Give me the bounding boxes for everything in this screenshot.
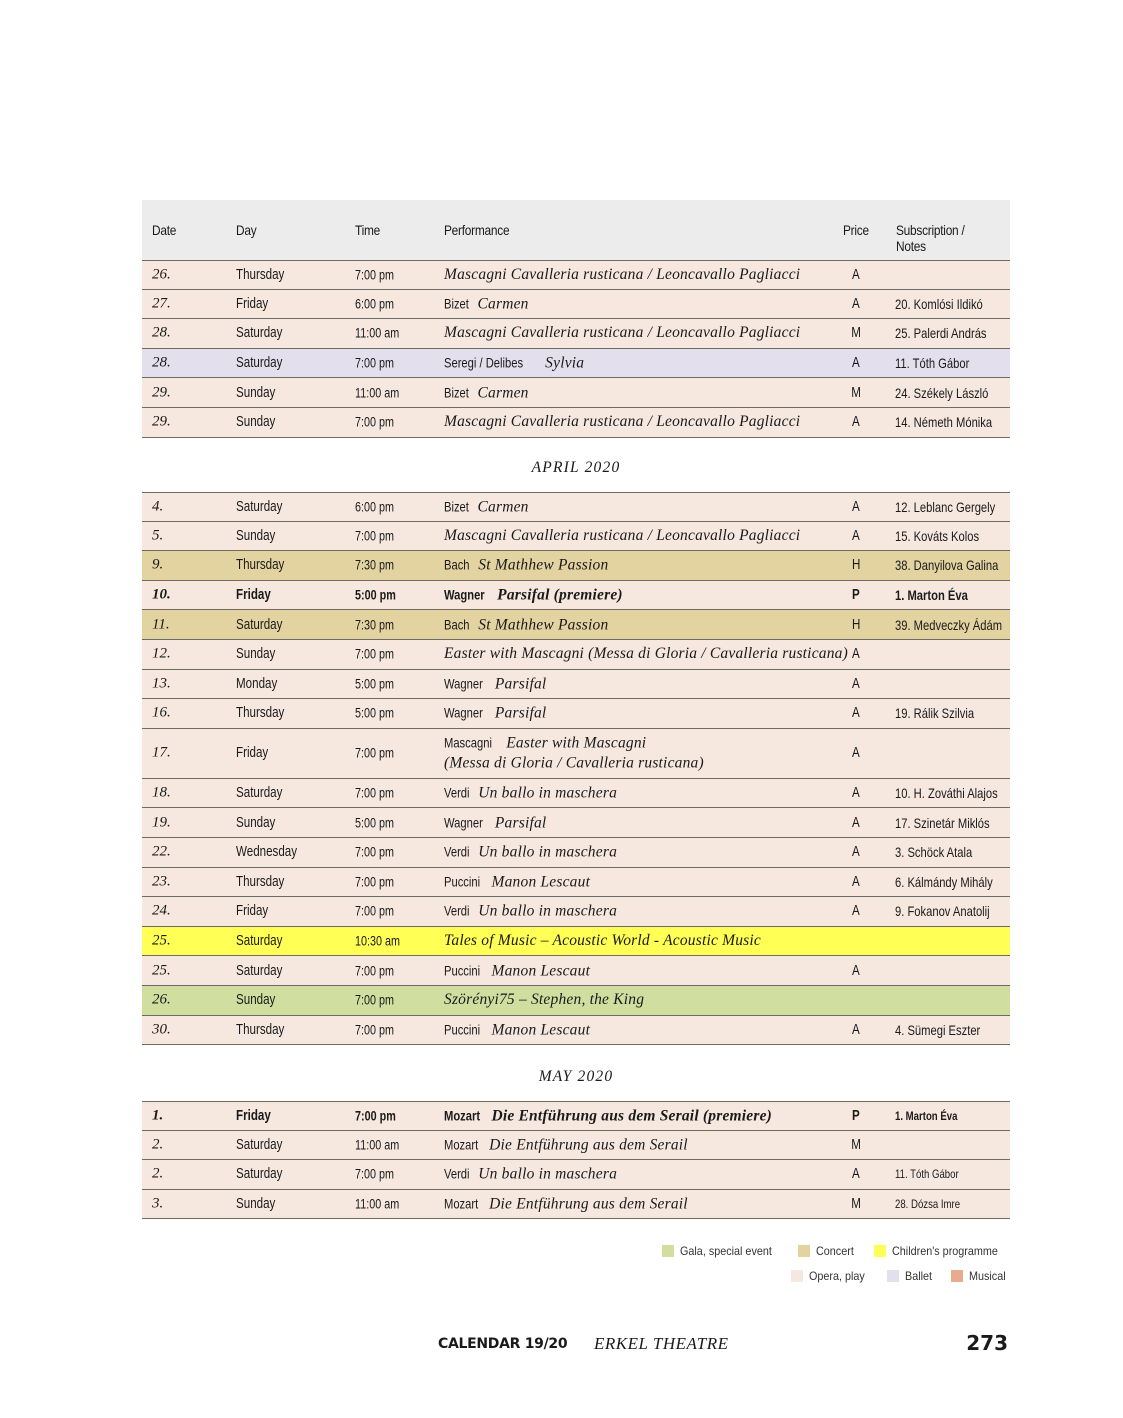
- schedule-table-april: [142, 492, 1010, 1045]
- cell-notes: 25. Palerdi András: [895, 325, 987, 342]
- cell-day: Saturday: [236, 325, 283, 342]
- cell-date: 10.: [152, 586, 171, 603]
- composer: Verdi: [444, 784, 470, 801]
- cell-time: 11:00 am: [355, 325, 400, 341]
- cell-performance: [444, 733, 704, 774]
- cell-day: Saturday: [236, 355, 283, 372]
- cell-performance: [444, 842, 617, 863]
- composer: Bach: [444, 556, 470, 573]
- table-row: [142, 581, 1010, 611]
- cell-performance: [444, 353, 584, 374]
- work-title: St Mathhew Passion: [478, 556, 609, 574]
- cell-price: A: [852, 1166, 860, 1183]
- composer: Bizet: [444, 295, 469, 312]
- composer: Mozart: [444, 1195, 479, 1212]
- legend-item-gala: Gala, special event: [662, 1244, 782, 1258]
- cell-date: 29.: [152, 413, 171, 430]
- table-row: [142, 640, 1010, 670]
- cell-day: Sunday: [236, 527, 276, 544]
- cell-notes: 11. Tóth Gábor: [895, 1167, 959, 1182]
- cell-performance: [444, 1019, 590, 1040]
- work-title: Easter with Mascagni (Messa di Gloria / Cavalleria rusticana): [444, 645, 848, 663]
- cell-price: A: [852, 745, 860, 762]
- table-row: [142, 290, 1010, 320]
- table-row: [142, 699, 1010, 729]
- cell-day: Monday: [236, 675, 278, 692]
- cell-time: 7:30 pm: [355, 617, 395, 633]
- header-price: Price: [843, 222, 869, 238]
- cell-day: Sunday: [236, 1196, 276, 1213]
- cell-date: 2.: [152, 1136, 164, 1153]
- cell-notes: 28. Dózsa Imre: [895, 1197, 961, 1212]
- cell-time: 7:00 pm: [355, 785, 395, 801]
- work-title: Die Entführung aus dem Serail (premiere): [491, 1107, 773, 1125]
- composer: Seregi / Delibes: [444, 354, 524, 371]
- cell-time: 10:30 am: [355, 933, 401, 949]
- cell-price: A: [852, 1021, 860, 1038]
- cell-date: 29.: [152, 384, 171, 401]
- cell-time: 7:00 pm: [355, 267, 395, 283]
- cell-performance: [444, 1194, 688, 1215]
- cell-performance: [444, 555, 608, 576]
- cell-notes: 15. Kováts Kolos: [895, 527, 980, 544]
- work-title: Carmen: [477, 295, 529, 313]
- cell-date: 12.: [152, 645, 171, 662]
- cell-performance: [444, 812, 546, 833]
- cell-time: 7:00 pm: [355, 646, 395, 662]
- work-title: Un ballo in maschera: [478, 1165, 618, 1183]
- cell-day: Sunday: [236, 992, 276, 1009]
- composer: Verdi: [444, 1165, 470, 1182]
- composer: Wagner: [444, 675, 483, 692]
- table-row: [142, 522, 1010, 552]
- composer: Bizet: [444, 498, 469, 515]
- cell-price: A: [852, 498, 860, 515]
- cell-notes: 1. Marton Éva: [895, 587, 968, 604]
- cell-date: 5.: [152, 527, 164, 544]
- table-row: [142, 986, 1010, 1016]
- cell-performance: [444, 703, 546, 724]
- work-title: Mascagni Cavalleria rusticana / Leoncavallo Pagliacci: [444, 526, 801, 544]
- cell-time: 7:00 pm: [355, 414, 395, 430]
- cell-price: A: [852, 414, 860, 431]
- cell-performance: [444, 526, 800, 546]
- table-row: [142, 260, 1010, 290]
- cell-day: Saturday: [236, 498, 283, 515]
- cell-performance: [444, 931, 761, 951]
- cell-date: 26.: [152, 266, 171, 283]
- cell-notes: 14. Németh Mónika: [895, 414, 993, 431]
- header-time: Time: [355, 222, 380, 238]
- cell-time: 7:00 pm: [355, 874, 395, 890]
- cell-price: A: [852, 814, 860, 831]
- cell-day: Thursday: [236, 557, 285, 574]
- table-row: [142, 838, 1010, 868]
- composer: Mascagni: [444, 734, 492, 751]
- cell-price: M: [851, 325, 861, 342]
- cell-performance: [444, 265, 800, 285]
- month-heading-april: APRIL 2020: [531, 459, 621, 476]
- cell-performance: [444, 673, 546, 694]
- cell-notes: 9. Fokanov Anatolij: [895, 903, 990, 920]
- composer: Puccini: [444, 873, 481, 890]
- cell-time: 7:00 pm: [355, 992, 395, 1008]
- cell-date: 17.: [152, 744, 171, 761]
- cell-time: 7:00 pm: [355, 1108, 396, 1124]
- footer-theatre-name: ERKEL THEATRE: [594, 1334, 729, 1353]
- legend-swatch: [887, 1270, 899, 1282]
- cell-price: A: [852, 266, 860, 283]
- cell-day: Saturday: [236, 616, 283, 633]
- cell-performance: [444, 412, 800, 432]
- cell-price: A: [852, 903, 860, 920]
- composer: Verdi: [444, 902, 470, 919]
- cell-date: 16.: [152, 704, 171, 721]
- cell-performance: [444, 783, 617, 804]
- cell-date: 13.: [152, 675, 171, 692]
- cell-date: 30.: [152, 1021, 171, 1038]
- cell-time: 7:00 pm: [355, 528, 395, 544]
- cell-day: Friday: [236, 1107, 271, 1124]
- composer: Mozart: [444, 1136, 479, 1153]
- table-row: [142, 492, 1010, 522]
- header-performance: Performance: [444, 222, 510, 238]
- work-title: St Mathhew Passion: [478, 616, 609, 634]
- table-row: [142, 956, 1010, 986]
- table-row: [142, 408, 1010, 438]
- work-title: Parsifal (premiere): [497, 586, 623, 604]
- cell-performance: [444, 990, 644, 1010]
- cell-price: M: [851, 384, 861, 401]
- cell-price: A: [852, 527, 860, 544]
- legend-item-musical: Musical: [951, 1269, 1010, 1283]
- cell-performance: [444, 496, 529, 517]
- work-title: Manon Lescaut: [491, 1021, 591, 1039]
- work-title: Easter with Mascagni: [506, 734, 647, 752]
- cell-performance: [444, 293, 529, 314]
- cell-day: Saturday: [236, 1166, 283, 1183]
- work-title: Die Entführung aus dem Serail: [489, 1195, 688, 1213]
- cell-date: 2.: [152, 1165, 164, 1182]
- cell-date: 9.: [152, 556, 164, 573]
- cell-date: 28.: [152, 354, 171, 371]
- table-row: [142, 670, 1010, 700]
- work-title: Mascagni Cavalleria rusticana / Leoncavallo Pagliacci: [444, 265, 801, 283]
- cell-price: A: [852, 705, 860, 722]
- table-row: [142, 319, 1010, 349]
- cell-day: Thursday: [236, 873, 285, 890]
- table-row: [142, 349, 1010, 379]
- work-title: Carmen: [477, 498, 529, 516]
- legend-swatch: [791, 1270, 803, 1282]
- composer: Mozart: [444, 1107, 481, 1124]
- work-title: Un ballo in maschera: [478, 784, 618, 802]
- schedule-table-may: [142, 1101, 1010, 1219]
- cell-performance: [444, 644, 848, 664]
- cell-day: Wednesday: [236, 844, 298, 861]
- cell-price: [848, 933, 864, 949]
- table-row: [142, 1190, 1010, 1220]
- legend-swatch: [798, 1245, 810, 1257]
- table-row: [142, 551, 1010, 581]
- cell-notes: 6. Kálmándy Mihály: [895, 873, 993, 890]
- legend-item-ballet: Ballet: [887, 1269, 935, 1283]
- cell-price: A: [852, 844, 860, 861]
- table-header: [142, 200, 1010, 260]
- cell-price: A: [852, 785, 860, 802]
- work-title: Un ballo in maschera: [478, 902, 618, 920]
- cell-notes: 24. Székely László: [895, 384, 989, 401]
- work-title-line2: (Messa di Gloria / Cavalleria rusticana): [444, 754, 704, 772]
- cell-notes: 4. Sümegi Eszter: [895, 1021, 981, 1038]
- legend-swatch: [874, 1245, 886, 1257]
- cell-performance: [444, 960, 590, 981]
- header-day: Day: [236, 222, 257, 238]
- cell-performance: [444, 871, 590, 892]
- cell-price: A: [852, 675, 860, 692]
- cell-price: M: [851, 1196, 861, 1213]
- cell-price: H: [851, 616, 861, 633]
- cell-notes: 11. Tóth Gábor: [895, 355, 970, 372]
- cell-performance: [444, 1105, 772, 1126]
- cell-price: M: [851, 1136, 861, 1153]
- table-row: [142, 1101, 1010, 1131]
- work-title: Sylvia: [545, 354, 585, 372]
- legend-swatch: [662, 1245, 674, 1257]
- cell-price: A: [852, 962, 860, 979]
- cell-day: Friday: [236, 745, 269, 762]
- cell-notes: 39. Medveczky Ádám: [895, 616, 1003, 633]
- cell-date: 25.: [152, 932, 171, 949]
- cell-day: Thursday: [236, 1021, 285, 1038]
- legend-item-opera: Opera, play: [791, 1269, 871, 1283]
- work-title: Tales of Music – Acoustic World - Acoustic Music: [444, 932, 762, 950]
- table-row: [142, 927, 1010, 957]
- table-row: [142, 868, 1010, 898]
- legend-item-children: Children's programme: [874, 1244, 1010, 1258]
- table-row: [142, 378, 1010, 408]
- table-row: [142, 1160, 1010, 1190]
- cell-time: 6:00 pm: [355, 499, 395, 515]
- legend-swatch: [951, 1270, 963, 1282]
- composer: Puccini: [444, 1021, 481, 1038]
- legend-row-2: [775, 1269, 1010, 1283]
- cell-time: 7:00 pm: [355, 844, 395, 860]
- cell-time: 11:00 am: [355, 385, 400, 401]
- work-title: Un ballo in maschera: [478, 843, 618, 861]
- cell-day: Friday: [236, 903, 269, 920]
- cell-time: 7:00 pm: [355, 963, 395, 979]
- cell-price: A: [852, 355, 860, 372]
- cell-notes: 3. Schöck Atala: [895, 844, 973, 861]
- cell-day: Sunday: [236, 814, 276, 831]
- cell-notes: 19. Rálik Szilvia: [895, 705, 975, 722]
- cell-time: 6:00 pm: [355, 296, 395, 312]
- work-title: Parsifal: [494, 704, 547, 722]
- cell-time: 7:00 pm: [355, 745, 395, 761]
- cell-time: 7:30 pm: [355, 557, 395, 573]
- work-title: Mascagni Cavalleria rusticana / Leoncavallo Pagliacci: [444, 324, 801, 342]
- cell-time: 7:00 pm: [355, 355, 395, 371]
- cell-date: 24.: [152, 902, 171, 919]
- cell-notes: 1. Marton Éva: [895, 1108, 958, 1123]
- work-title: Manon Lescaut: [491, 873, 591, 891]
- cell-performance: [444, 1164, 617, 1185]
- cell-date: 19.: [152, 814, 171, 831]
- cell-performance: [444, 585, 623, 606]
- composer: Bach: [444, 616, 470, 633]
- table-row: [142, 1016, 1010, 1046]
- cell-time: 5:00 pm: [355, 815, 395, 831]
- legend-row-1: [646, 1244, 1010, 1258]
- page-number: 273: [966, 1331, 1008, 1355]
- cell-notes: 17. Szinetár Miklós: [895, 814, 990, 831]
- cell-price: H: [851, 557, 861, 574]
- cell-date: 18.: [152, 784, 171, 801]
- work-title: Manon Lescaut: [491, 962, 591, 980]
- cell-price: P: [852, 587, 860, 604]
- cell-day: Sunday: [236, 384, 276, 401]
- cell-date: 1.: [152, 1107, 164, 1124]
- work-title: Carmen: [477, 384, 529, 402]
- cell-time: 11:00 am: [355, 1196, 400, 1212]
- legend-item-concert: Concert: [798, 1244, 858, 1258]
- table-row: [142, 808, 1010, 838]
- work-title: Parsifal: [494, 675, 547, 693]
- cell-day: Thursday: [236, 705, 285, 722]
- cell-date: 27.: [152, 295, 171, 312]
- composer: Wagner: [444, 704, 483, 721]
- footer-calendar-label: CALENDAR 19/20: [438, 1336, 568, 1352]
- work-title: Szörényi75 – Stephen, the King: [444, 991, 645, 1009]
- table-row: [142, 779, 1010, 809]
- cell-day: Friday: [236, 295, 269, 312]
- header-notes: Subscription / Notes: [896, 222, 965, 254]
- cell-time: 11:00 am: [355, 1137, 400, 1153]
- cell-day: Friday: [236, 587, 271, 604]
- cell-price: P: [852, 1107, 860, 1124]
- cell-time: 7:00 pm: [355, 903, 395, 919]
- cell-date: 11.: [152, 616, 170, 633]
- cell-performance: [444, 614, 608, 635]
- cell-day: Saturday: [236, 933, 283, 950]
- cell-day: Sunday: [236, 414, 276, 431]
- work-title: Mascagni Cavalleria rusticana / Leoncavallo Pagliacci: [444, 413, 801, 431]
- cell-day: Sunday: [236, 646, 276, 663]
- table-row: [142, 729, 1010, 779]
- cell-day: Thursday: [236, 266, 285, 283]
- schedule-table-march: [142, 260, 1010, 438]
- cell-date: 4.: [152, 498, 164, 515]
- cell-time: 5:00 pm: [355, 587, 396, 603]
- composer: Wagner: [444, 814, 483, 831]
- cell-performance: [444, 901, 617, 922]
- cell-notes: 12. Leblanc Gergely: [895, 498, 996, 515]
- cell-date: 25.: [152, 962, 171, 979]
- cell-date: 3.: [152, 1195, 164, 1212]
- table-row: [142, 610, 1010, 640]
- header-date: Date: [152, 222, 177, 238]
- cell-date: 22.: [152, 843, 171, 860]
- cell-notes: 38. Danyilova Galina: [895, 557, 999, 574]
- cell-time: 5:00 pm: [355, 676, 395, 692]
- cell-date: 26.: [152, 991, 171, 1008]
- cell-price: [848, 992, 864, 1008]
- cell-date: 28.: [152, 324, 171, 341]
- cell-time: 5:00 pm: [355, 705, 395, 721]
- cell-day: Saturday: [236, 962, 283, 979]
- cell-performance: [444, 1134, 688, 1155]
- table-row: [142, 897, 1010, 927]
- composer: Wagner: [444, 586, 485, 603]
- table-row: [142, 1131, 1010, 1161]
- cell-time: 7:00 pm: [355, 1166, 395, 1182]
- cell-notes: 10. H. Zováthi Alajos: [895, 785, 998, 802]
- cell-performance: [444, 323, 800, 343]
- work-title: Parsifal: [494, 814, 547, 832]
- month-heading-may: MAY 2020: [538, 1068, 614, 1085]
- cell-time: 7:00 pm: [355, 1022, 395, 1038]
- work-title: Die Entführung aus dem Serail: [489, 1136, 688, 1154]
- composer: Verdi: [444, 843, 470, 860]
- cell-performance: [444, 382, 529, 403]
- cell-price: A: [852, 295, 860, 312]
- cell-notes: 20. Komlósi Ildikó: [895, 295, 983, 312]
- cell-date: 23.: [152, 873, 171, 890]
- cell-price: A: [852, 873, 860, 890]
- composer: Puccini: [444, 962, 481, 979]
- cell-day: Saturday: [236, 785, 283, 802]
- cell-price: A: [852, 646, 860, 663]
- cell-day: Saturday: [236, 1136, 283, 1153]
- composer: Bizet: [444, 384, 469, 401]
